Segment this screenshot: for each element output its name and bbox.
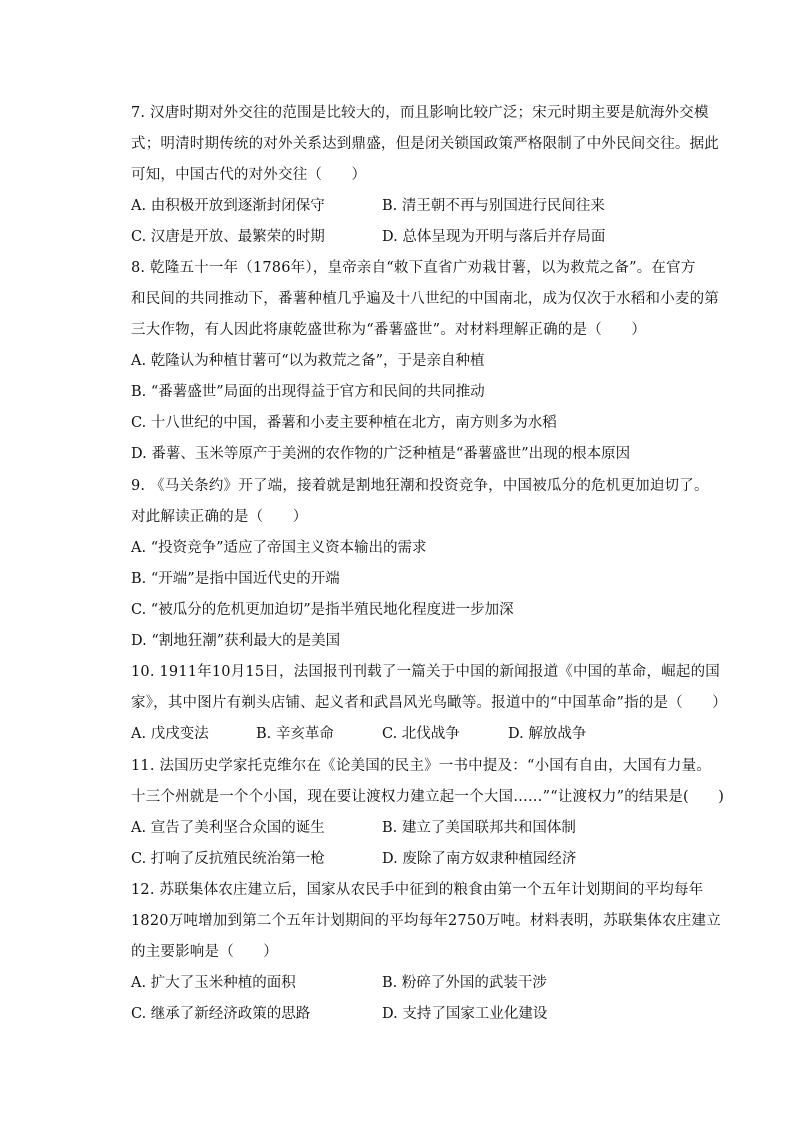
q11-stem-line-1: 11. 法国历史学家托克维尔在《论美国的民主》一书中提及：“小国有自由，大国有力量。: [131, 758, 711, 774]
q7-stem-line-1: 7. 汉唐时期对外交往的范围是比较大的，而且影响比较广泛；宋元时期主要是航海外交模: [131, 105, 709, 121]
q11-option-d: D. 废除了南方奴隶种植园经济: [382, 851, 577, 867]
q9-option-c: C. “被瓜分的危机更加迫切”是指半殖民地化程度进一步加深: [131, 602, 514, 618]
q8-option-b: B. “番薯盛世”局面的出现得益于官方和民间的共同推动: [131, 384, 485, 400]
q12-stem-line-3: 的主要影响是（ ）: [131, 944, 278, 960]
q7-option-b: B. 清王朝不再与别国进行民间往来: [382, 198, 605, 214]
q7-stem-line-2: 式；明清时期传统的对外关系达到鼎盛，但是闭关锁国政策严格限制了中外民间交往。据此: [131, 136, 719, 152]
q10-option-a: A. 戊戌变法: [131, 726, 209, 742]
q12-stem-line-1: 12. 苏联集体农庄建立后，国家从农民手中征到的粮食由第一个五年计划期间的平均每年: [131, 882, 704, 898]
q7-stem-line-3: 可知，中国古代的对外交往（ ）: [131, 167, 367, 183]
q10-stem-line-1: 10. 1911年10月15日，法国报刊刊载了一篇关于中国的新闻报道《中国的革命，崛起的国: [131, 664, 720, 680]
q8-option-d: D. 番薯、玉米等原产于美洲的农作物的广泛种植是“番薯盛世”出现的根本原因: [131, 446, 631, 462]
q11-option-a: A. 宣告了美利坚合众国的诞生: [131, 820, 325, 836]
q11-option-c: C. 打响了反抗殖民统治第一枪: [131, 851, 325, 867]
q7-option-a: A. 由积极开放到逐渐封闭保守: [131, 198, 325, 214]
q9-stem-line-1: 9. 《马关条约》开了端，接着就是割地狂潮和投资竞争，中国被瓜分的危机更加迫切了。: [131, 478, 709, 494]
q7-option-d: D. 总体呈现为开明与落后并存局面: [382, 229, 606, 245]
q11-stem-line-2: 十三个州就是一个个小国，现在要让渡权力建立起一个大国……”“让渡权力”的结果是( ): [131, 789, 725, 805]
q9-option-d: D. “割地狂潮”获利最大的是美国: [131, 633, 341, 649]
q9-option-a: A. “投资竞争”适应了帝国主义资本输出的需求: [131, 540, 427, 556]
q9-stem-line-2: 对此解读正确的是（ ）: [131, 509, 308, 525]
q10-option-d: D. 解放战争: [508, 726, 587, 742]
q8-option-a: A. 乾隆认为种植甘薯可“以为救荒之备”，于是亲自种植: [131, 353, 485, 369]
q8-stem-line-1: 8. 乾隆五十一年（1786年），皇帝亲自“敕下直省广劝栽甘薯，以为救荒之备”。在官方: [131, 260, 696, 276]
q12-option-a: A. 扩大了玉米种植的面积: [131, 975, 296, 991]
q12-stem-line-2: 1820万吨增加到第二个五年计划期间的平均每年2750万吨。材料表明，苏联集体农庄建立: [131, 913, 721, 929]
q10-option-c: C. 北伐战争: [382, 726, 460, 742]
q9-option-b: B. “开端”是指中国近代史的开端: [131, 571, 340, 587]
q12-option-d: D. 支持了国家工业化建设: [382, 1006, 548, 1022]
q11-option-b: B. 建立了美国联邦共和国体制: [382, 820, 576, 836]
q12-option-b: B. 粉碎了外国的武装干涉: [382, 975, 547, 991]
q8-stem-line-2: 和民间的共同推动下，番薯种植几乎遍及十八世纪的中国南北，成为仅次于水稻和小麦的第: [131, 291, 719, 307]
q7-option-c: C. 汉唐是开放、最繁荣的时期: [131, 229, 325, 245]
q10-option-b: B. 辛亥革命: [256, 726, 334, 742]
q12-option-c: C. 继承了新经济政策的思路: [131, 1006, 311, 1022]
q10-stem-line-2: 家》，其中图片有剃头店铺、起义者和武昌风光鸟瞰等。报道中的“中国革命”指的是（ ）: [131, 695, 727, 711]
q8-option-c: C. 十八世纪的中国，番薯和小麦主要种植在北方，南方则多为水稻: [131, 415, 557, 431]
q8-stem-line-3: 三大作物，有人因此将康乾盛世称为“番薯盛世”。对材料理解正确的是（ ）: [131, 322, 647, 338]
